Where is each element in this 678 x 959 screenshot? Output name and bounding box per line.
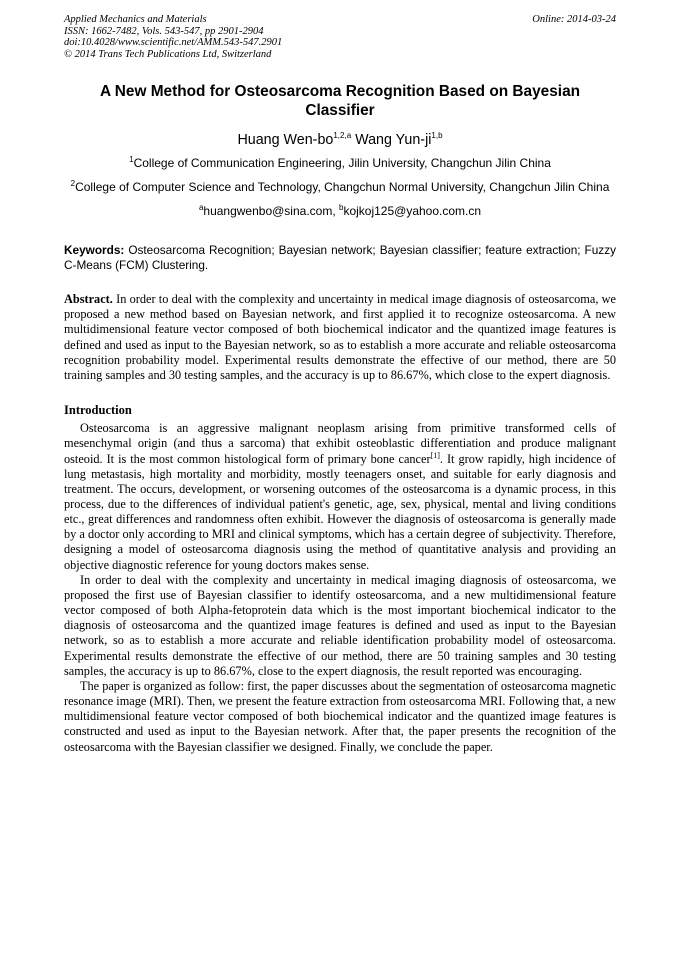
author-name: Wang Yun-ji [355,132,432,148]
online-date: Online: 2014-03-24 [532,14,616,25]
introduction-heading: Introduction [64,403,132,418]
email-address: kojkoj125@yahoo.com.cn [343,204,482,218]
copyright-line: © 2014 Trans Tech Publications Ltd, Switzerland [64,48,272,60]
introduction-paragraph [64,421,616,573]
keywords-label: Keywords: [64,243,125,257]
email-superscript: a [198,203,204,212]
paragraph-text: . It grow rapidly, high incidence of lung metastasis, high mortality and morbidity, mostly teenagers onset, and suitable for early diagnosis and treatment. The occurs, development, or worsening outcomes of the osteosarcoma is a dynamic process, in this process, due to the differences of individual patient's genetic, age, sex, physical, mental and living conditions etc., great differences and randomness often exhibit. However the diagnosis of osteosarcoma is generally made by a doctor only according to MRI and clinical symptoms, which has a certain degree of subjectivity. Therefore, designing a model of osteosarcoma diagnosis using the method of quantitative analysis and providing an objective diagnostic reference for young doctors makes sense. [64,451,616,572]
affiliation [64,156,616,172]
affiliation-superscript: 2 [70,178,76,188]
affiliation-superscript: 1 [129,155,134,164]
author-name: Huang Wen-bo [237,132,334,148]
introduction-paragraph: The paper is organized as follow: first, the paper discusses about the segmentation of osteosarcoma magnetic resonance image (MRI). Then, we present the feature extraction from osteosarcoma MRI. Following that, a new multidimensional feature vector composed of both biochemical indicator and the quantized image features is constructed and used as input to the Bayesian network. After that, the paper presents the recognition of the osteosarcoma with the Bayesian classifier we designed. Finally, we conclude the paper. [64,678,616,754]
affiliation-text: College of Communication Engineering, Jilin University, Changchun Jilin China [133,156,551,170]
author-emails [64,204,616,219]
paper-title: A New Method for Osteosarcoma Recognition Based on Bayesian Classifier [99,83,581,119]
email-address: huangwenbo@sina.com, [203,204,336,218]
email-superscript: b [339,203,344,212]
author-superscript: 1,b [431,131,443,141]
introduction-paragraph: In order to deal with the complexity and uncertainty in medical imaging diagnosis of osteosarcoma, we proposed the first use of Bayesian classifier to identify osteosarcoma, and a new multidimensional feature vector composed of both Alpha-fetoprotein data which is the most important biochemical indicator to the diagnosis of osteosarcoma and the quantized image features is defined and used as input to the Bayesian network, so as to establish a more accurate and reliable identification probability model of osteosarcoma. Experimental results demonstrate the effective of our method, there are 50 training samples and 30 testing samples, the accuracy is up to 86.67%, close to the expert diagnosis, the result reported was encouraging. [64,572,616,678]
abstract-text: In order to deal with the complexity and uncertainty in medical image diagnosis of osteosarcoma, we proposed a new method based on Bayesian network, and first applied it to recognize osteosarcoma. A new multidimensional feature vector composed of both biochemical indicator and the quantized image features is defined and used as input to the Bayesian network, so as to establish a more accurate and reliable osteosarcoma recognition probability model. Experimental results demonstrate the effective of our method, there are 50 training samples and 30 testing samples, and the accuracy is up to 86.67%, which close to the expert diagnosis. [64,292,616,383]
author-list [64,131,616,149]
keywords-text: Osteosarcoma Recognition; Bayesian network; Bayesian classifier; feature extraction; Fuzzy C-Means (FCM) Clustering. [64,243,616,272]
author-superscript: 1,2,a [333,131,352,141]
paragraph-text: Osteosarcoma is an aggressive malignant neoplasm arising from primitive transformed cells of mesenchymal origin (and thus a sarcoma) that exhibit osteoblastic differentiation and produce malignant osteoid. It is the most common histological form of primary bone cancer [64,421,616,466]
publication-header [64,14,616,64]
doi-line: doi:10.4028/www.scientific.net/AMM.543-547.2901 [64,37,283,48]
issn-line: ISSN: 1662-7482, Vols. 543-547, pp 2901-2904 [64,25,264,37]
keywords-section [64,243,616,272]
abstract-label: Abstract. [64,292,113,306]
citation-reference: [1] [430,450,440,460]
journal-name: Applied Mechanics and Materials [64,14,207,25]
affiliation-text: College of Computer Science and Technology, Changchun Normal University, Changchun Jilin China [75,179,610,194]
paper-page [64,14,616,755]
affiliation [64,180,616,196]
abstract-section [64,292,616,383]
